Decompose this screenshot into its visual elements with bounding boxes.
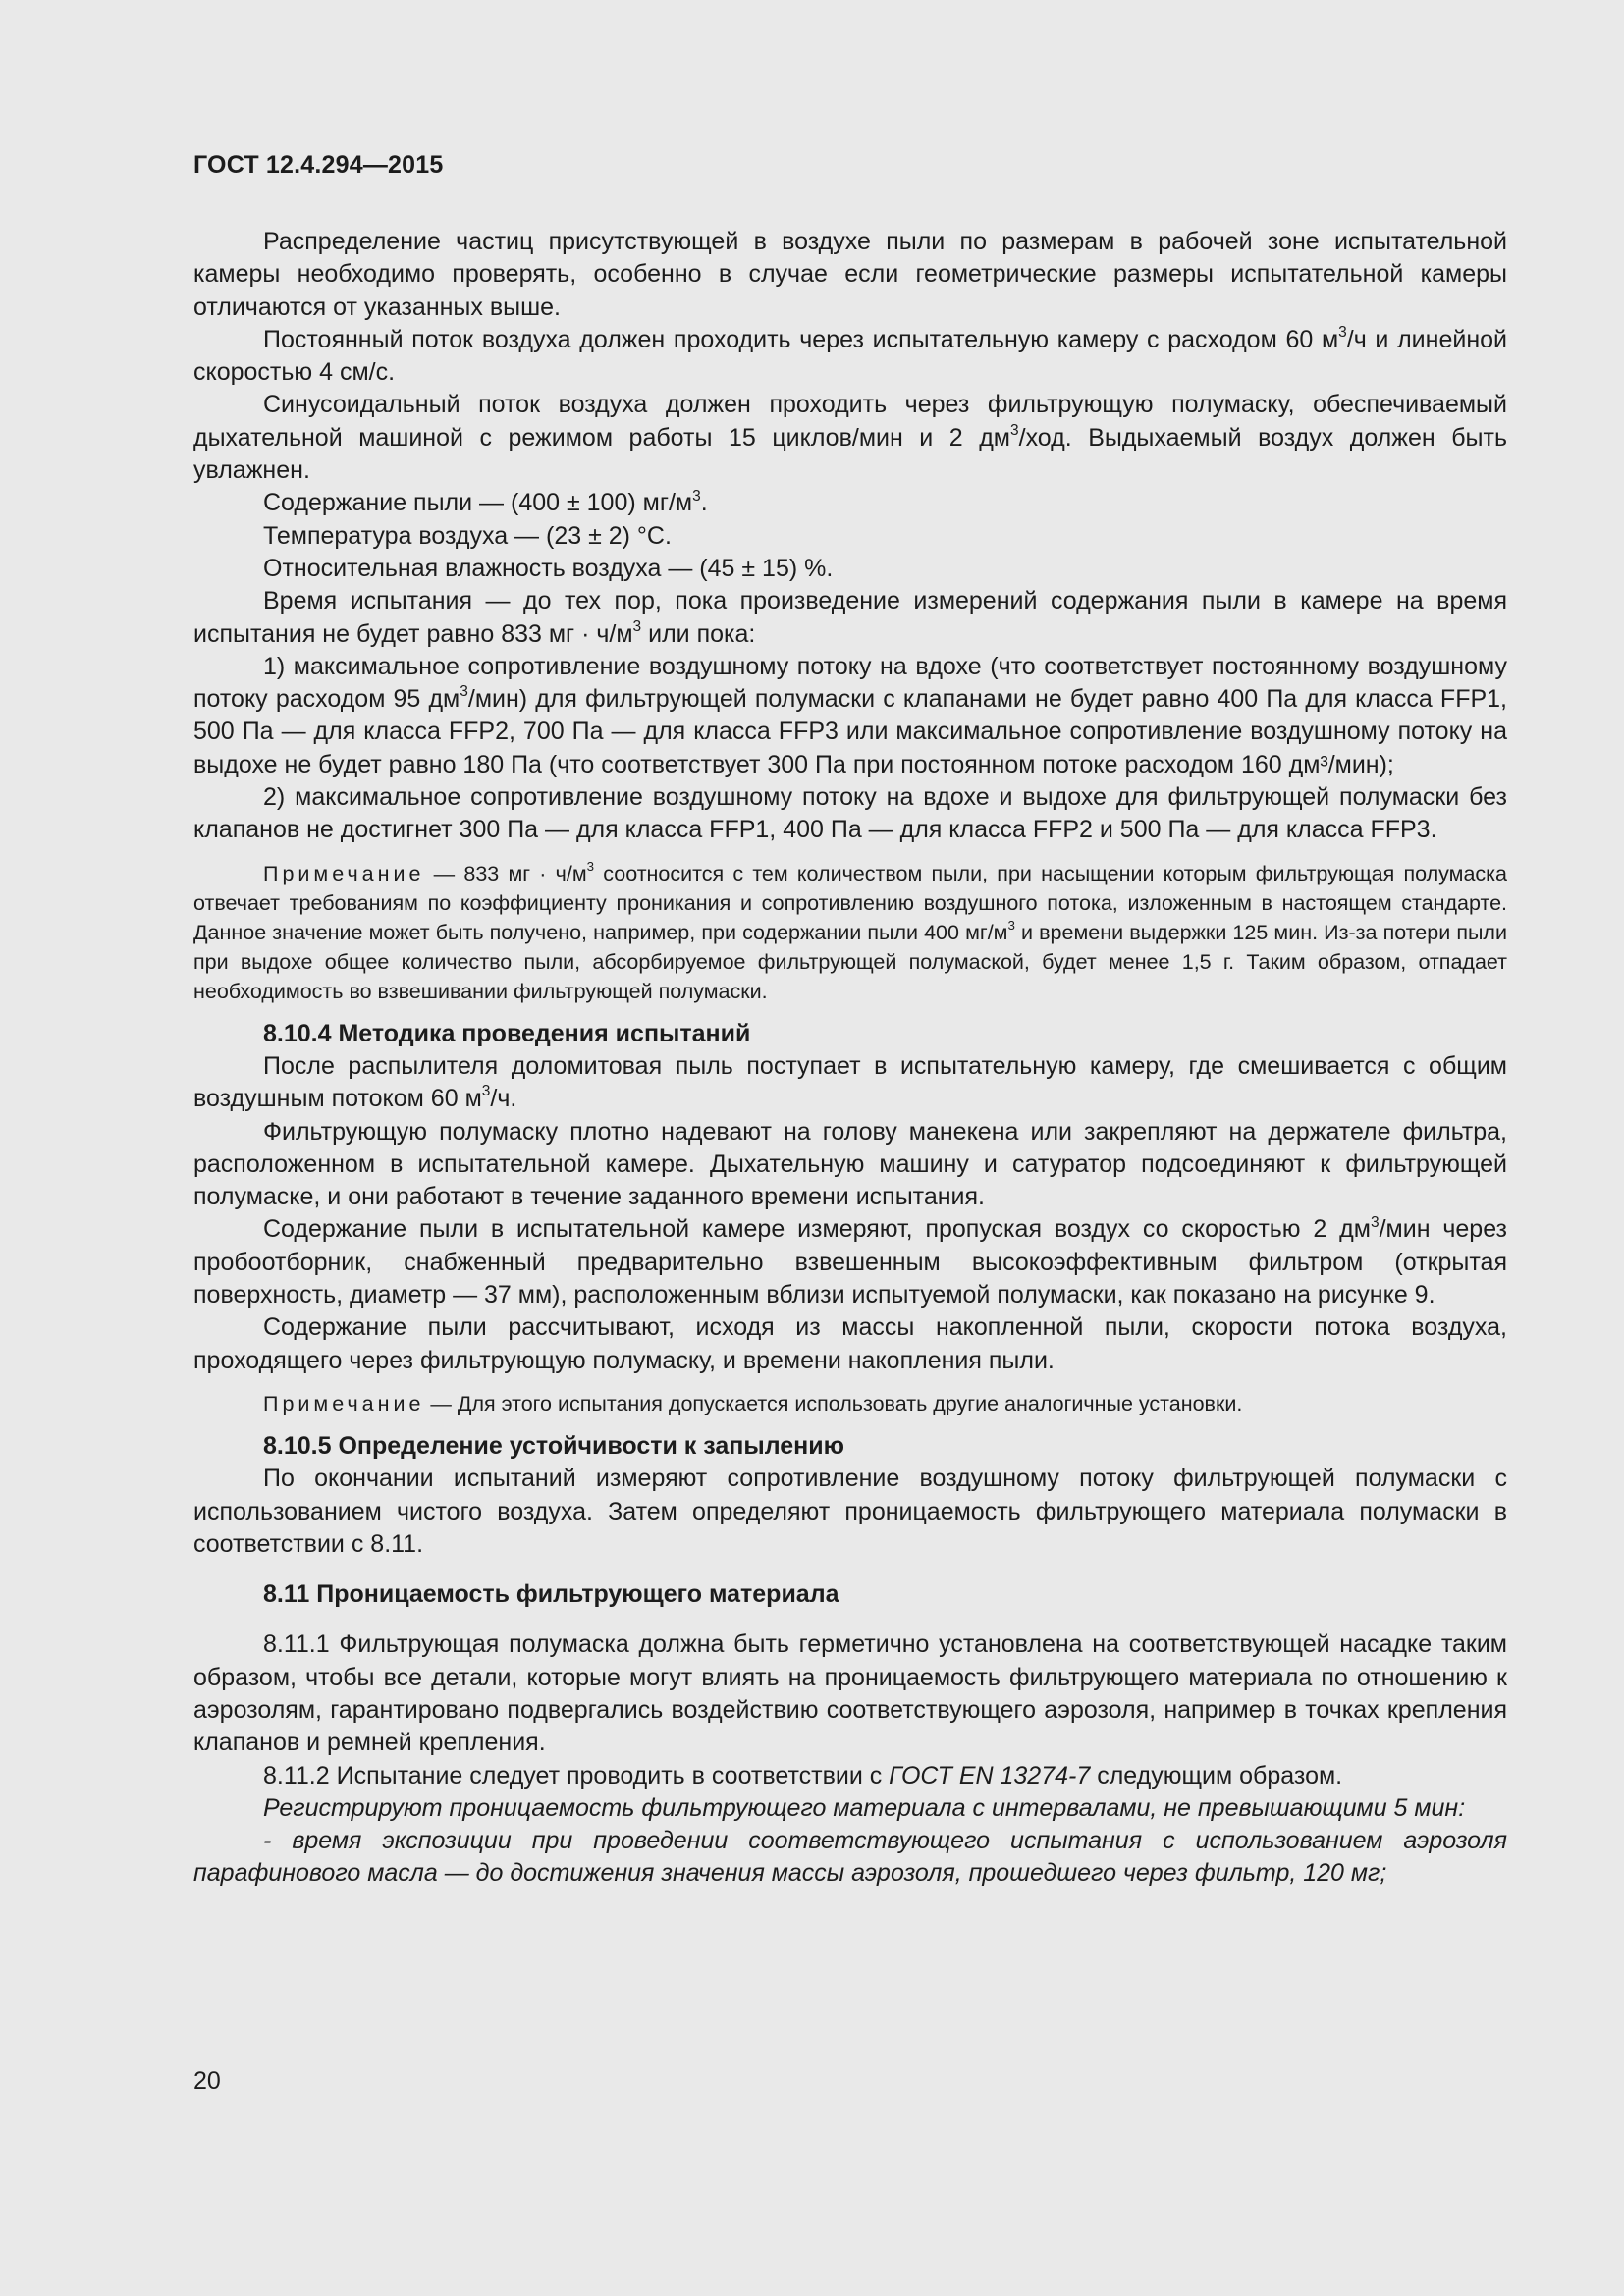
paragraph-sprayer: После распылителя доломитовая пыль поступает в испытательную камеру, где смешивается с общим воздушным потоком 60 $м^3/ч$. [193,1051,1507,1113]
document-code-header: ГОСТ 12.4.294—2015 [193,151,444,179]
note-paragraph-2: Примечание — Для этого испытания допускается использовать другие аналогичные установки. [263,1391,1243,1415]
paragraph-constant-flow: Постоянный поток воздуха должен проходить через испытательную камеру с расходом 60 $м^3/ч$ и линейной скоростью 4 см/с. [193,324,1507,387]
note-label: Примечание [263,1391,425,1415]
paragraph-dust-measurement: Содержание пыли в испытательной камере измеряют, пропуская воздух со скоростью 2 $дм^3$/мин через пробоотборник, снабженный предварительно взвешенным высокоэффективным фильтром (открытая поверхность, диаметр — 37 мм), расположенным вблизи испытуемой полумаски, как показано на рисунке 9. [193,1213,1508,1309]
paragraph-after-test: По окончании испытаний измеряют сопротивление воздушному потоку фильтрующей полумаски с использованием чистого воздуха. Затем определяют проницаемость фильтрующего материала полумаски в соответствии с 8.11. [193,1465,1507,1558]
paragraph-dust-distribution: Распределение частиц присутствующей в воздухе пыли по размерам в рабочей зоне испытательной камеры необходимо проверять, особенно в случае если геометрические размеры испытательной камеры отличаются от указанных выше. [193,228,1507,321]
page-number: 20 [193,2067,221,2095]
paragraph-dust-calculation: Содержание пыли рассчитывают, исходя из массы накопленной пыли, скорости потока воздуха, проходящего через фильтрующую полумаску, и времени накопления пыли. [193,1313,1507,1374]
paragraph-temperature: Температура воздуха — (23 ± 2) °C. [263,521,672,550]
document-body [193,226,1507,1891]
note-label: Примечание [263,861,425,885]
paragraph-register: Регистрируют проницаемость фильтрующего материала с интервалами, не превышающими 5 мин: [263,1793,1466,1822]
list-item-2: 2) максимальное сопротивление воздушному потоку на вдохе и выдохе для фильтрующей полумаски без клапанов не достигнет 300 Па — для класса FFP1, 400 Па — для класса FFP2 и 500 Па — для класса FFP3. [193,783,1507,844]
paragraph-test-time: Время испытания — до тех пор, пока произведение измерений содержания пыли в камере на время испытания не будет равно 833 мг · $ч/м^3$ или пока: [193,587,1507,648]
paragraph-exposure: - время экспозиции при проведении соответствующего испытания с использованием аэрозоля парафинового масла — до достижения значения массы аэрозоля, прошедшего через фильтр, 120 мг; [193,1827,1507,1888]
section-heading-8-10-4: 8.10.4 Методика проведения испытаний [263,1019,751,1047]
paragraph-8-11-2: 8.11.2 Испытание следует проводить в соответствии с ГОСТ EN 13274-7 следующим образом. [263,1761,1343,1789]
section-heading-8-11: 8.11 Проницаемость фильтрующего материала [263,1580,839,1609]
list-item-1: 1) максимальное сопротивление воздушному потоку на вдохе (что соответствует постоянному воздушному потоку расходом 95 $дм^3/мин$) для фильтрующей полумаски с клапанами не будет равно 400 Па для класса FFP1, 500 Па — для класса FFP2, 700 Па — для класса FFP3 или максимальное сопротивление воздушному потоку на выдохе не будет равно 180 Па (что соответствует 300 Па при постоянном потоке расходом 160 дм³/мин); [193,652,1508,778]
paragraph-mask-mounting: Фильтрующую полумаску плотно надевают на голову манекена или закрепляют на держателе фильтра, расположенном в испытательной камере. Дыхательную машину и сатуратор подсоединяют к фильтрующей полумаске, и они работают в течение заданного времени испытания. [193,1117,1507,1211]
paragraph-8-11-1: 8.11.1 Фильтрующая полумаска должна быть герметично установлена на соответствующей насадке таким образом, чтобы все детали, которые могут влиять на проницаемость фильтрующего материала по отношению к аэрозолям, гарантировано подвергались воздействию соответствующего аэрозоля, например в точках крепления клапанов и ремней крепления. [193,1630,1507,1757]
paragraph-sinusoidal-flow: Синусоидальный поток воздуха должен проходить через фильтрующую полумаску, обеспечиваемый дыхательной машиной с режимом работы 15 циклов/мин и 2 $дм^3$/ход. Выдыхаемый воздух должен быть увлажнен. [193,391,1507,485]
standard-reference: ГОСТ EN 13274-7 [889,1761,1091,1789]
paragraph-dust-content: Содержание пыли — (400 ± 100) $мг/м^3$. [263,487,708,517]
note-paragraph-1: Примечание — 833 мг · $ч/м^3$ соотносится с тем количеством пыли, при насыщении которым фильтрующая полумаска отвечает требованиям по коэффициенту проникания и сопротивлению воздушного потока, изложенным в настоящем стандарте. Данное значение может быть получено, например, при содержании пыли 400 $мг/м^3$ и времени выдержки 125 мин. Из-за потери пыли при выдохе общее количество пыли, абсорбируемое фильтрующей полумаской, будет менее 1,5 г. Таким образом, отпадает необходимость во взвешивании фильтрующей полумаски. [193,859,1507,1003]
paragraph-humidity: Относительная влажность воздуха — (45 ± 15) %. [263,554,834,582]
section-heading-8-10-5: 8.10.5 Определение устойчивости к запылению [263,1431,844,1460]
